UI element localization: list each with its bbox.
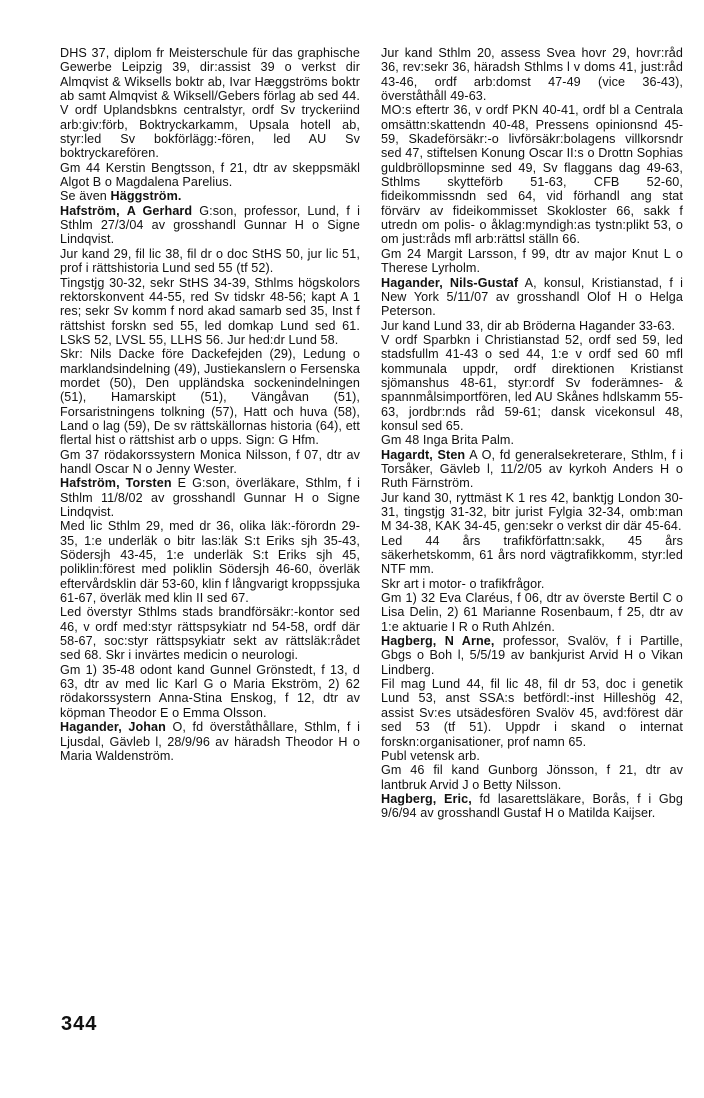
entry-paragraph: Fil mag Lund 44, fil lic 48, fil dr 53, doc i genetik Lund 53, anst SSA:s betfördl:-inst Hilleshög 42, assist Sv:es utsädesfören Svalöv 45, avd:förest där sed 53 (tf 51). Uppdr i skand o internat forskn:organisationer, prof namn 65. xyxy=(381,677,683,749)
entry-paragraph: Skr art i motor- o trafikfrågor. xyxy=(381,576,545,591)
entry-paragraph: Jur kand 30, ryttmäst K 1 res 42, banktjg London 30-31, tingstjg 31-32, bitr jurist Fylgia 32-34, omb:man M 34-38, KAK 34-45, gen:sekr o verkst dir där 45-64. xyxy=(381,490,683,534)
entry-paragraph: Gm 48 Inga Brita Palm. xyxy=(381,433,515,448)
biography-entry: Hagardt, Sten A O, fd generalsekreterare, Sthlm, f i Torsåker, Gävleb l, 11/2/05 av kyrkoh Anders H o Ruth Färnström. xyxy=(381,447,683,491)
biography-entry: Hafström, A Gerhard G:son, professor, Lund, f i Sthlm 27/3/04 av grosshandl Gunnar H o Signe Lindqvist. xyxy=(60,203,360,247)
entry-paragraph: Gm 24 Margit Larsson, f 99, dtr av major Knut L o Therese Lyrholm. xyxy=(381,246,683,276)
entry-paragraph: Led överstyr Sthlms stads brandförsäkr:-kontor sed 46, v ordf med:styr rättspsykiatr nd 54-58, ordf där 58-67, soc:styr rättspsykiatr sekt av rättsläk:rådet sed 68. Skr i invärtes medicin o neurologi. xyxy=(60,605,360,663)
entry-paragraph: Tingstjg 30-32, sekr StHS 34-39, Sthlms högskolors rektorskonvent 44-55, red Sv tidskr 48-56; kapt A 1 res; sekr Sv komm f nord akad samarb sed 35, Inst f rättshist forskn sed 55, led domkap Lund sed 61. LSkS 52, LVSL 55, LLHS 56. Jur hed:dr Lund 58. xyxy=(60,275,360,347)
entry-paragraph: Skr: Nils Dacke före Dackefejden (29), Ledung o marklandsindelning (49), Justiekanslern o Fersenska mordet (50), Den uppländska sockenindelningen (51), Hamarskipt (51), Vängåvan (51), Forsaristningens tolkning (57), Hatt och huva (58), Land o lag (59), De sv rättskällornas historia (64), ett flertal hist o rättshist arb o upps. Sign: G Hfm. xyxy=(60,347,360,448)
entry-paragraph: Gm 37 rödakorssystern Monica Nilsson, f 07, dtr av handl Oscar N o Jenny Wester. xyxy=(60,447,360,476)
entry-paragraph: Jur kand Sthlm 20, assess Svea hovr 29, hovr:råd 36, rev:sekr 36, häradsh Sthlms l v doms 41, just:råd 43-46, ordf arb:domst 47-49 (vice 36-43), överståthåll 49-63. xyxy=(381,46,683,104)
entry-paragraph: MO:s eftertr 36, v ordf PKN 40-41, ordf bl a Centrala omsättn:skattendn 40-48, Pressens opinionsnd 45-59, Skadeförsäkr:-o livförsäkr:bolagens villkorsndr sed 47, stiftelsen Konung Oscar II:s o Drottn Sophias guldbröllopsminne sed 49, Sv flaggans dag 49-63, Sthlms skytteförb 51-63, CFB 52-60, fideikommissndn sed 64, vid förhandl ang stat förvärv av fideikommisset Skokloster 66, sakk f utredn om polis- o åklag:myndigh:as tystn:plikt 53, o om just:råds mfl arb:rättsl ställn 66. xyxy=(381,103,683,247)
biography-entry: Hafström, Torsten E G:son, överläkare, Sthlm, f i Sthlm 11/8/02 av grosshandl Gunnar H o Signe Lindqvist. xyxy=(60,476,360,519)
biography-entry: Hagberg, Eric, fd lasarettsläkare, Borås, f i Gbg 9/6/94 av grosshandl Gustaf H o Matilda Kaijser. xyxy=(381,791,683,821)
entry-paragraph: Med lic Sthlm 29, med dr 36, olika läk:-förordn 29-35, 1:e underläk o bitr las:läk S:t Eriks sjh 35-43, Södersjh 43-45, 1:e underläk S:t Eriks sjh 45, poliklin:förest med poliklin Södersjh 46-60, överläk eftervårdsklin där 53-60, klin f långvarigt kroppssjuka 61-67, överläk med klin II sed 67. xyxy=(60,519,360,606)
left-column xyxy=(60,46,360,763)
entry-name: Hagander, Johan xyxy=(60,720,166,735)
entry-paragraph: Jur kand 29, fil lic 38, fil dr o doc StHS 50, jur lic 51, prof i rättshistoria Lund sed 55 (tf 52). xyxy=(60,246,360,276)
entry-paragraph: DHS 37, diplom fr Meisterschule für das graphische Gewerbe Leipzig 39, dir:assist 39 o verkst dir Almqvist & Wiksells boktr ab, Ivar Hæggströms boktr ab samt Almqvist & Wiksell/Gebers förlag ab sed 44. V ordf Uplandsbkns centralstyr, ordf Sv tryckeriind arb:giv:förb, Boktryckarkamm, Upsala hotell ab, styr:led Sv bokförlägg:-fören, led AU Sv boktryckarefören. xyxy=(60,46,360,161)
entry-paragraph: Publ vetensk arb. xyxy=(381,748,481,763)
entry-paragraph: Led 44 års trafikförfattn:sakk, 45 års säkerhetskomm, 61 års nord vägtrafikkomm, styr:led NTF mm. xyxy=(381,533,683,577)
entry-name: Hagardt, Sten xyxy=(381,447,466,462)
entry-paragraph: Gm 1) 32 Eva Claréus, f 06, dtr av överste Bertil C o Lisa Delin, 2) 61 Marianne Rosenbaum, f 25, dtr av 1:e aktuarie I R o Ruth Ahlzén. xyxy=(381,591,683,634)
entry-name: Hagberg, Eric, xyxy=(381,791,472,806)
entry-paragraph: V ordf Sparbkn i Christianstad 52, ordf sed 59, led stadsfullm 41-43 o sed 44, 1:e v ordf sed 60 mfl kommunala uppdr, ordf direktionen Kristianst sjömanshus 48-61, styr:ordf Sv foderämnes- & spannmålsimportfören, led AU Skånes hdlskamm 55-63, jordbr:nds råd 59-61; dansk vicekonsul 48, konsul sed 65. xyxy=(381,332,683,433)
entry-name: Hagander, Nils-Gustaf xyxy=(381,275,519,290)
cross-reference: Häggström. xyxy=(110,189,182,204)
page-number: 344 xyxy=(61,1013,98,1035)
biography-entry: Hagander, Nils-Gustaf A, konsul, Kristianstad, f i New York 5/11/07 av grosshandl Olof H o Helga Peterson. xyxy=(381,275,683,319)
entry-paragraph: Gm 44 Kerstin Bengtsson, f 21, dtr av skeppsmäkl Algot B o Magdalena Parelius. xyxy=(60,160,360,190)
entry-paragraph: Gm 46 fil kand Gunborg Jönsson, f 21, dtr av lantbruk Arvid J o Betty Nilsson. xyxy=(381,763,683,792)
entry-name: Hafström, Torsten xyxy=(60,476,172,491)
right-column xyxy=(381,46,683,821)
biography-entry: Hagberg, N Arne, professor, Svalöv, f i Partille, Gbgs o Boh l, 5/5/19 av bankjurist Arvid H o Vikan Lindberg. xyxy=(381,634,683,677)
entry-surname: Hafström, xyxy=(60,203,120,218)
entry-paragraph: Gm 1) 35-48 odont kand Gunnel Grönstedt, f 13, d 63, dtr av med lic Karl G o Maria Ekström, 2) 62 rödakorssystern Anna-Stina Enskog, f 12, dtr av köpman Theodor E o Emma Olsson. xyxy=(60,662,360,720)
entry-given-name: A Gerhard xyxy=(126,203,193,218)
entry-paragraph: Jur kand Lund 33, dir ab Bröderna Hagander 33-63. xyxy=(381,318,676,333)
biography-entry: Hagander, Johan O, fd överståthållare, Sthlm, f i Ljusdal, Gävleb l, 28/9/96 av häradsh Theodor H o Maria Waldenström. xyxy=(60,720,360,763)
entry-paragraph: Se även Häggström. xyxy=(60,189,182,204)
entry-name: Hagberg, N Arne, xyxy=(381,634,495,649)
